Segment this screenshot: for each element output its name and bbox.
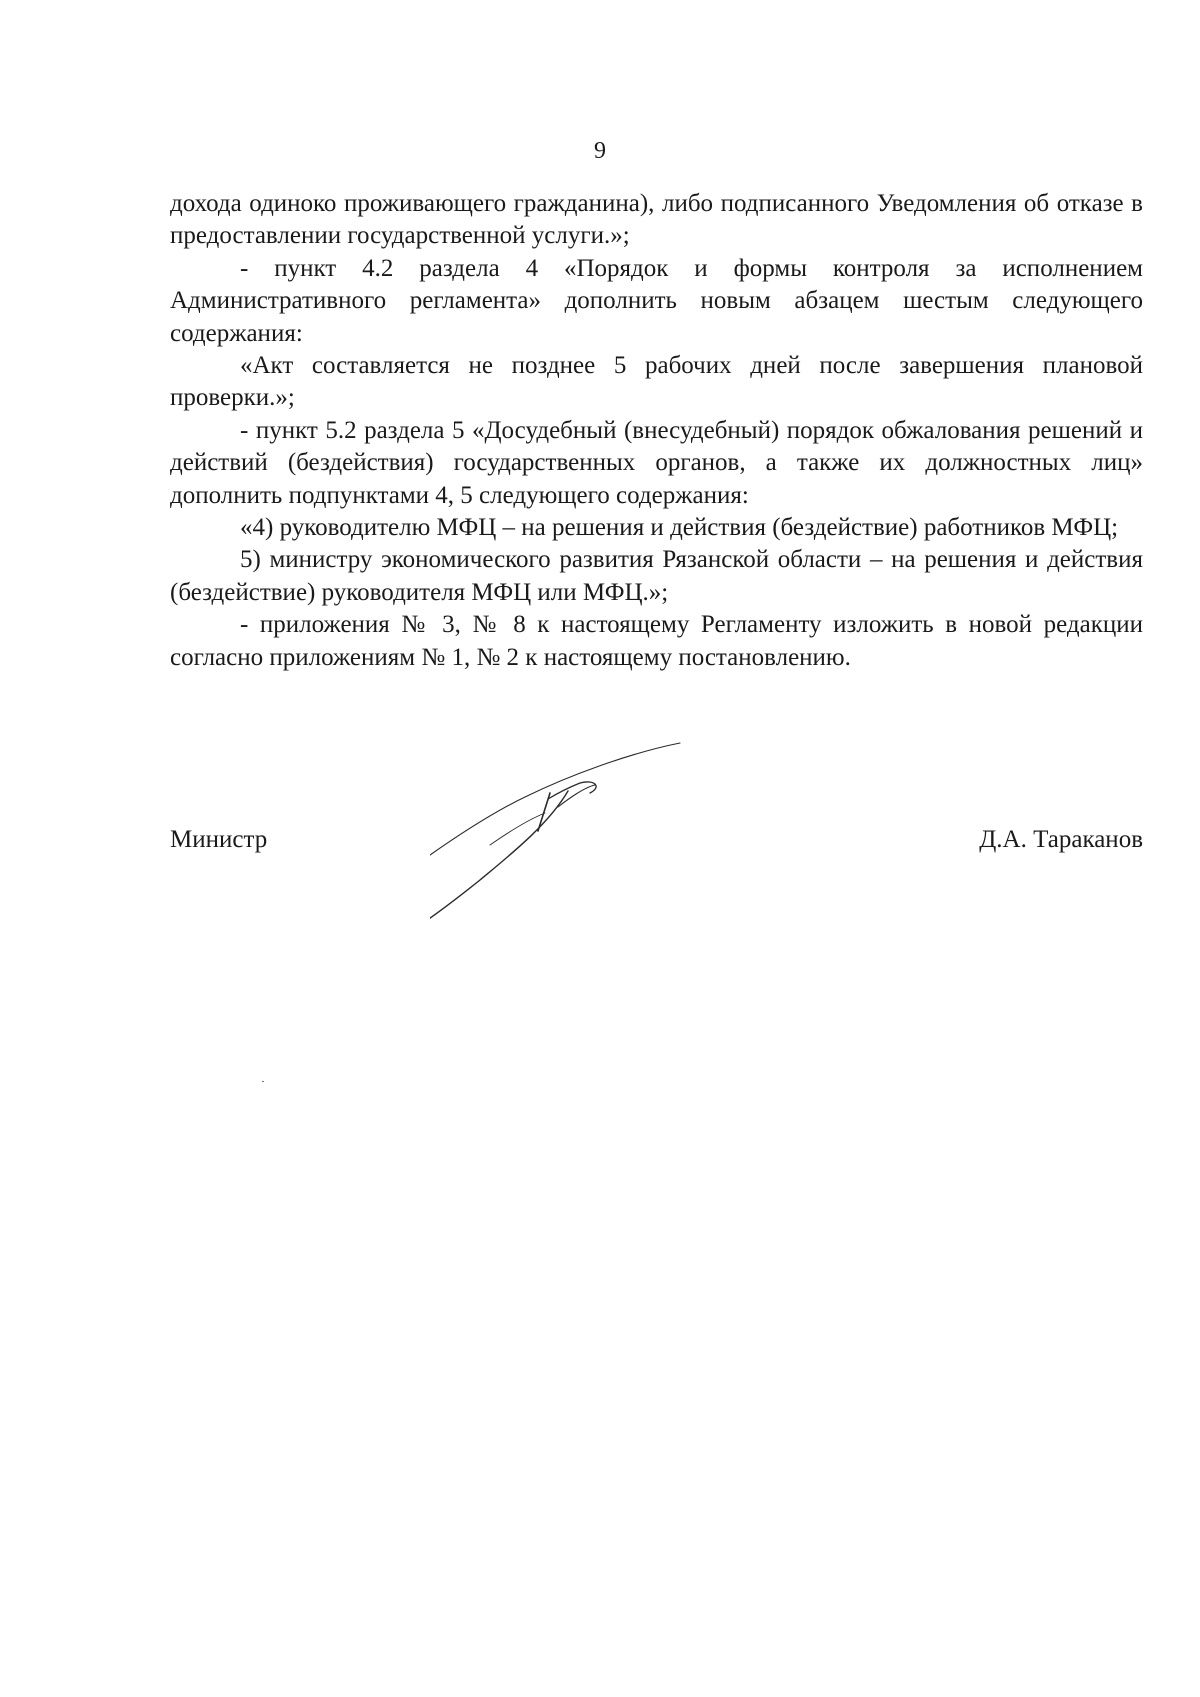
paragraph-item-5-2: - пункт 5.2 раздела 5 «Досудебный (внесудебный) порядок обжалования решений и действий (бездействия) государственных органов, а также их должностных лиц» дополнить подпунктами 4, 5 следующего содержания: — [170, 416, 1143, 509]
handwritten-signature — [430, 735, 750, 935]
paragraph-subitem-5: 5) министру экономического развития Рязанской области – на решения и действия (бездействие) руководителя МФЦ или МФЦ.»; — [170, 546, 1143, 606]
document-body — [170, 188, 1143, 674]
paragraph-continuation: дохода одиноко проживающего гражданина), либо подписанного Уведомления об отказе в предоставлении государственной услуги.»; — [170, 190, 1143, 250]
paragraph-appendices: - приложения № 3, № 8 к настоящему Регламенту изложить в новой редакции согласно приложениям № 1, № 2 к настоящему постановлению. — [170, 611, 1143, 671]
paragraph-item-4-2: - пункт 4.2 раздела 4 «Порядок и формы контроля за исполнением Административного регламента» дополнить новым абзацем шестым следующего содержания: — [170, 254, 1143, 347]
page-number: 9 — [594, 138, 606, 164]
scan-speck — [262, 1081, 264, 1082]
signer-title: Министр — [170, 826, 268, 853]
paragraph-act-quote: «Акт составляется не позднее 5 рабочих дней после завершения плановой проверки.»; — [170, 352, 1143, 412]
paragraph-subitem-4: «4) руководителю МФЦ – на решения и действия (бездействие) работников МФЦ; — [240, 514, 1119, 542]
signer-name: Д.А. Тараканов — [979, 826, 1143, 853]
